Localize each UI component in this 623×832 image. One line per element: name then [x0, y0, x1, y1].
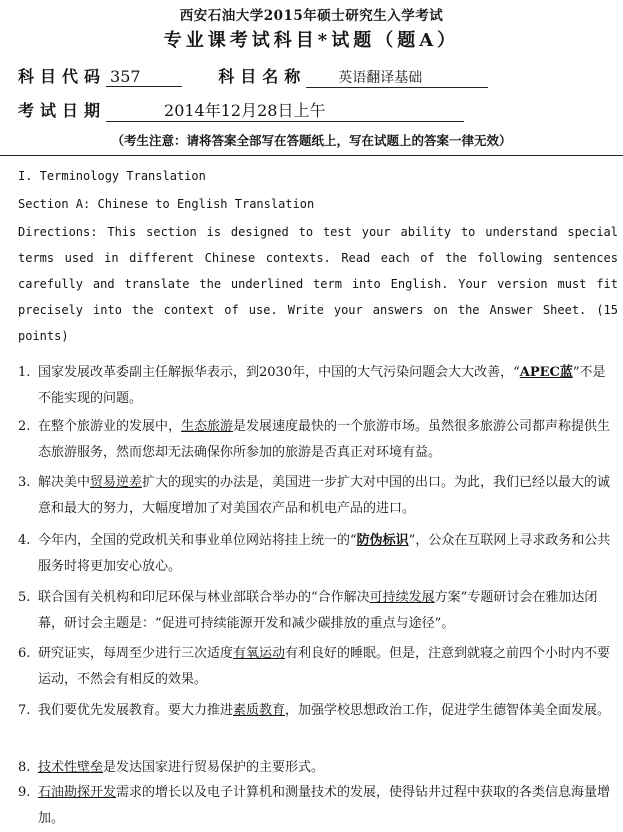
question-item	[18, 360, 616, 412]
question-text: ，加强学校思想政治工作，促进学生德智体美全面发展。	[285, 703, 611, 718]
question-number: 6.	[18, 646, 31, 661]
question-text: 国家发展改革委副主任解振华表示，到2030年，中国的大气污染问题会大大改善，“	[38, 365, 520, 380]
question-number: 9.	[18, 785, 31, 800]
question-item	[18, 641, 616, 693]
section-directions: Directions: This section is designed to test your ability to understand special terms used in different Chinese contexts. Read each of the following sentences carefully and translate the underlined term into English. Your version must fit precisely into the context of use. Write your answers on the Answer Sheet. (15 points)	[18, 225, 618, 343]
question-text: 是发展速度最快的一个旅游市场。虽然很多旅游公司都声称提供生态旅游服务，然而您却无法确保你所参加的旅游是否真正对环境有益。	[38, 419, 611, 460]
underlined-term: APEC蓝	[519, 365, 573, 380]
underlined-term: 技术性壁垒	[38, 760, 104, 775]
section-title: I. Terminology Translation	[18, 169, 206, 183]
underlined-term: 有氧运动	[233, 646, 286, 661]
question-text: 我们要优先发展教育。要大力推进	[38, 703, 234, 718]
question-item	[18, 528, 616, 580]
university-exam-header: 西安石油大学2015年硕士研究生入学考试	[179, 8, 444, 24]
question-item	[18, 585, 616, 637]
underlined-term: 贸易逆差	[90, 475, 143, 490]
question-item	[18, 470, 616, 522]
exam-date-value: 2014年12月28日上午	[106, 98, 464, 122]
question-number: 5.	[18, 590, 31, 605]
question-text: 今年内，全国的党政机关和事业单位网站将挂上统一的“	[38, 533, 357, 548]
question-text: 扩大的现实的办法是，美国进一步扩大对中国的出口。为此，我们已经以最大的诚意和最大的努力，大幅度增加了对美国农产品和机电产品的进口。	[38, 475, 611, 516]
underlined-term: 生态旅游	[181, 419, 234, 434]
question-item	[18, 414, 616, 466]
subject-name-value: 英语翻译基础	[306, 67, 488, 88]
subject-name-label: 科目名称	[218, 67, 307, 86]
question-text: 方案”专题研讨会在雅加达闭幕，研讨会主题是：“促进可持续能源开发和减少碳排放的重点与途径”。	[38, 590, 598, 631]
subject-info-row	[18, 64, 488, 88]
question-number: 2.	[18, 419, 31, 434]
exam-date-row	[18, 98, 464, 122]
underlined-term: 可持续发展	[369, 590, 435, 605]
header-divider	[0, 155, 623, 156]
question-text: ”，公众在互联网上寻求政务和公共服务时将更加安心放心。	[38, 533, 611, 574]
question-number: 1.	[18, 365, 31, 380]
section-subtitle: Section A: Chinese to English Translation	[18, 197, 315, 211]
question-text: 联合国有关机构和印尼环保与林业部联合举办的“合作解决	[38, 590, 370, 605]
question-text: 在整个旅游业的发展中，	[38, 419, 182, 434]
question-number: 4.	[18, 533, 31, 548]
question-item	[18, 698, 616, 724]
underlined-term: 石油勘探开发	[38, 785, 117, 800]
underlined-term: 素质教育	[233, 703, 286, 718]
question-text: 需求的增长以及电子计算机和测量技术的发展，使得钻井过程中获取的各类信息海量增加。	[38, 785, 611, 826]
exam-date-label: 考试日期	[18, 101, 107, 120]
question-item	[18, 780, 616, 832]
subject-code-value: 357	[106, 67, 182, 87]
candidate-notice: （考生注意：请将答案全部写在答题纸上，写在试题上的答案一律无效）	[111, 133, 512, 148]
question-text: 是发达国家进行贸易保护的主要形式。	[103, 760, 325, 775]
exam-subtitle: 专业课考试科目*试题（题A）	[163, 30, 460, 51]
question-text: 有利良好的睡眠。但是，注意到就寝之前四个小时内不要运动，不然会有相反的效果。	[38, 646, 611, 687]
question-text: 研究证实，每周至少进行三次适度	[38, 646, 234, 661]
question-text: ”不是不能实现的问题。	[38, 365, 606, 406]
question-item	[18, 755, 616, 781]
question-number: 8.	[18, 760, 31, 775]
underlined-term: 防伪标识	[356, 533, 409, 548]
question-number: 3.	[18, 475, 31, 490]
question-number: 7.	[18, 703, 31, 718]
question-text: 解决美中	[38, 475, 91, 490]
subject-code-label: 科目代码	[18, 67, 107, 86]
